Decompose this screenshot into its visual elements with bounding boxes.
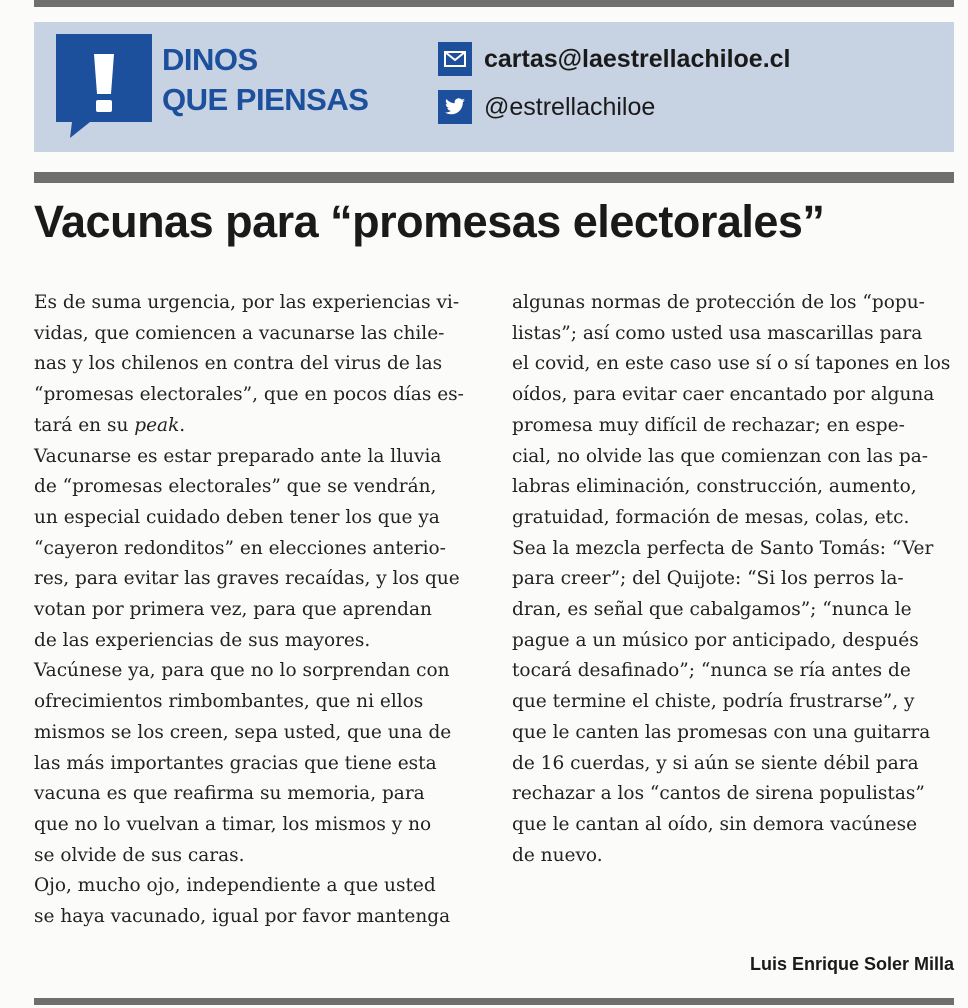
text-line: rechazar a los “cantos de sirena populistas” — [512, 783, 925, 805]
text-line: Vacunarse es estar preparado ante la lluvia — [34, 445, 442, 467]
text-line: Vacúnese ya, para que no lo sorprendan con — [34, 660, 450, 682]
text-line: Es de suma urgencia, por las experiencias vi- — [34, 292, 460, 313]
text-line: tocará desafinado”; “nunca se ría antes de — [512, 660, 911, 682]
article-column-1 — [34, 288, 484, 933]
text-line: votan por primera vez, para que aprendan — [34, 599, 432, 621]
section-rule — [34, 172, 954, 183]
bottom-rule — [34, 998, 954, 1005]
banner-title — [162, 40, 368, 120]
text-line: ofrecimientos rimbombantes, que ni ellos — [34, 691, 424, 713]
banner-title-line1: DINOS — [162, 42, 258, 77]
text-line: de “promesas electorales” que se vendrán, — [34, 476, 437, 498]
text-line: vidas, que comiencen a vacunarse las chile- — [34, 322, 445, 344]
text-line: que le cantan al oído, sin demora vacúnese — [512, 813, 918, 835]
text-line: el covid, en este caso use sí o sí tapones en los — [512, 353, 951, 375]
text-line: de 16 cuerdas, y si aún se siente débil para — [512, 752, 919, 774]
text-line: de nuevo. — [512, 844, 603, 866]
text-line: pague a un músico por anticipado, después — [512, 629, 919, 651]
text-line: que no lo vuelvan a timar, los mismos y no — [34, 813, 432, 835]
text-line: que termine el chiste, podría frustrarse”, y — [512, 691, 915, 713]
author-signature: Luis Enrique Soler Milla — [749, 954, 954, 974]
banner-title-line2: QUE PIENSAS — [162, 82, 369, 117]
text-line: que le canten las promesas con una guitarra — [512, 721, 931, 743]
text-line: dran, es señal que cabalgamos”; “nunca le — [512, 599, 912, 621]
text-line: listas”; así como usted usa mascarillas para — [512, 322, 923, 344]
twitter-icon — [438, 90, 472, 124]
email-contact — [438, 42, 791, 76]
text-line: res, para evitar las graves recaídas, y los que — [34, 568, 460, 590]
article-column-2 — [512, 288, 957, 871]
text-line: promesa muy difícil de rechazar; en espe- — [512, 414, 905, 436]
text-line: las más importantes gracias que tiene esta — [34, 752, 437, 774]
text-line: “cayeron redonditos” en elecciones anterio- — [34, 537, 446, 559]
text-line: se olvide de sus caras. — [34, 844, 245, 866]
top-rule — [34, 0, 954, 7]
text-line: tará en su peak. — [34, 414, 186, 436]
email-link[interactable]: cartas@laestrellachiloe.cl — [484, 44, 791, 73]
text-line: algunas normas de protección de los “popu- — [512, 292, 925, 313]
text-line: se haya vacunado, igual por favor mantenga — [34, 906, 451, 928]
text-line: un especial cuidado deben tener los que ya — [34, 506, 440, 528]
text-line: vacuna es que reafirma su memoria, para — [34, 783, 425, 805]
text-line: Ojo, mucho ojo, independiente a que usted — [34, 875, 436, 897]
twitter-contact — [438, 90, 655, 124]
text-line: labras eliminación, construcción, aumento, — [512, 476, 917, 498]
twitter-handle[interactable]: @estrellachiloe — [484, 92, 656, 121]
text-line: Sea la mezcla perfecta de Santo Tomás: “Ver — [512, 537, 934, 559]
text-line: mismos se los creen, sepa usted, que una de — [34, 721, 452, 743]
text-line: de las experiencias de sus mayores. — [34, 629, 371, 651]
text-line: nas y los chilenos en contra del virus de las — [34, 353, 443, 375]
article-headline: Vacunas para “promesas electorales” — [34, 196, 825, 247]
exclamation-icon — [56, 34, 152, 140]
text-line: oídos, para evitar caer encantado por alguna — [512, 384, 935, 406]
text-line: “promesas electorales”, que en pocos días es- — [34, 384, 464, 406]
mail-icon — [438, 42, 472, 76]
text-line: cial, no olvide las que comienzan con las pa- — [512, 445, 929, 467]
text-line: para creer”; del Quijote: “Si los perros la- — [512, 568, 904, 590]
text-line: gratuidad, formación de mesas, colas, etc. — [512, 506, 910, 528]
